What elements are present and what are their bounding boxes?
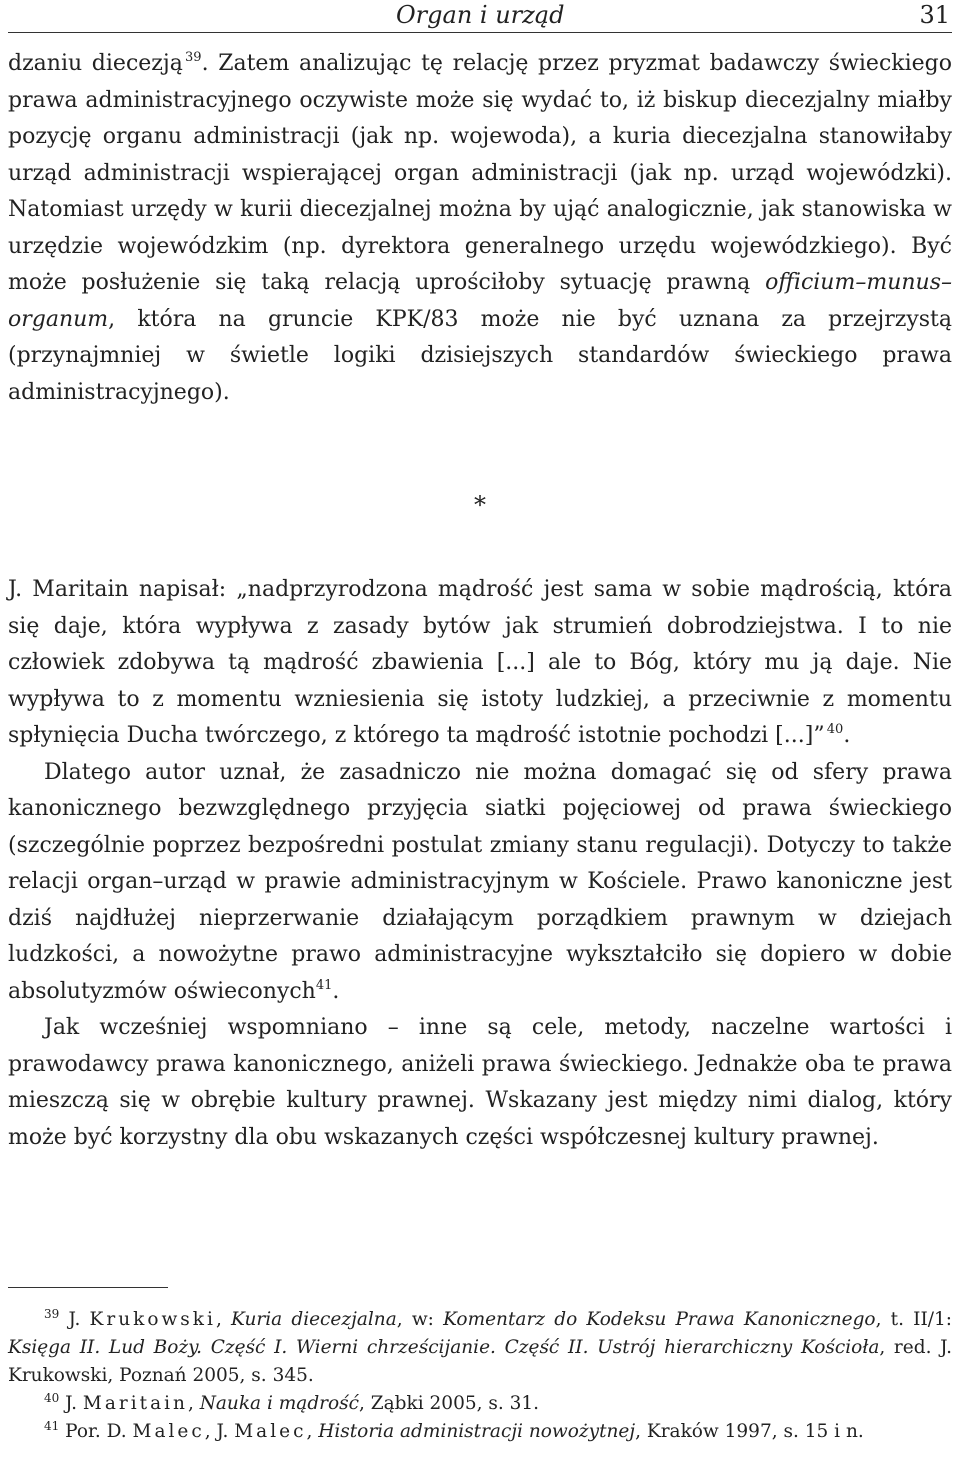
text-run: Dlatego autor uznał, że zasadniczo nie można domagać się od sfery prawa kanonicznego bezwzględnego przyjęcia siatki pojęciowej od prawa świeckiego (szczególnie poprzez bezpośredni postulat zmiany stanu regulacji). Dotyczy to także relacji organ–urząd w prawie administracyjnym w Kościele. Prawo kanoniczne jest dziś najdłużej nieprzerwanie działającym porządkiem prawnym w dziejach ludzkości, a nowożytne prawo administracyjne wykształciło się dopiero w dobie absolutyzmów oświeconych — [8, 759, 952, 1004]
text-run: , Ząbki 2005, s. 31. — [359, 1393, 540, 1414]
text-run: , J. — [204, 1421, 235, 1442]
page-number: 31 — [919, 1, 950, 29]
text-run: , red. J. Krukowski, Poznań 2005, s. 345. — [8, 1337, 952, 1386]
running-head — [8, 0, 952, 33]
paragraph — [8, 755, 952, 1011]
paragraph: Jak wcześniej wspomniano – inne są cele, metody, naczelne wartości i prawodawcy prawa kanonicznego, aniżeli prawa świeckiego. Jednakże oba te prawa mieszczą się w obrębie kultury prawnej. Wskazany jest między nimi dialog, który może być korzystny dla obu wskazanych części współczesnej kultury prawnej. — [8, 1015, 952, 1150]
text-run: , która na gruncie KPK/83 może nie być uznana za przejrzystą (przynajmniej w świetle logiki dzisiejszych standardów świeckiego prawa administracyjnego). — [8, 306, 952, 405]
footnote-number: 39 — [44, 1307, 60, 1321]
work-title: Nauka i mądrość — [199, 1393, 360, 1414]
text-run: Por. D. — [65, 1421, 133, 1442]
text-run: , — [215, 1309, 232, 1330]
footnote-reference[interactable]: 40 — [826, 722, 844, 737]
footnote-number: 40 — [44, 1391, 60, 1405]
text-run: , Kraków 1997, s. 15 i n. — [635, 1421, 864, 1442]
text-run: . — [332, 978, 340, 1004]
text-run: . — [843, 723, 851, 748]
paragraph — [8, 572, 952, 755]
latin-term: officium–munus–organum — [8, 270, 952, 332]
work-title: Kuria diecezjalna — [231, 1309, 397, 1330]
text-run: J. Maritain napisał: „nadprzyrodzona mądrość jest sama w sobie mądrością, która się daje, która wypływa z zasady bytów jak strumień dobrodziejstwa. I to nie człowiek zdobywa tą mądrość zbawienia [...] ale to Bóg, który mu ją daje. Nie wypływa to z momentu wzniesienia się istoty ludzkiej, a przeciwnie z momentu spłynięcia Ducha twórczego, z którego ta mądrość istotnie pochodzi [...]” — [8, 577, 952, 748]
running-title: Organ i urząd — [396, 1, 565, 29]
paragraph — [8, 46, 952, 411]
work-title: Księga II. Lud Boży. Część I. Wierni chrześcijanie. Część II. Ustrój hierarchiczny Kościoła — [8, 1337, 880, 1358]
footnote — [8, 1306, 952, 1390]
footnotes — [8, 1306, 952, 1446]
author-name: Malec — [132, 1421, 205, 1442]
text-run: J. — [65, 1393, 83, 1414]
footnote-reference[interactable]: 39 — [185, 50, 202, 65]
footnote-number: 41 — [44, 1419, 60, 1433]
footnote — [8, 1390, 952, 1418]
text-run: . Zatem analizując tę relację przez pryzmat badawczy świeckiego prawa administracyjnego oczywiste może się wydać to, iż biskup diecezjalny miałby pozycję organu administracji (jak np. wojewoda), a kuria diecezjalna stanowiłaby urząd administracji wspierającej organ administracji (jak np. urząd wojewódzki). Natomiast urzędy w kurii diecezjalnej można by ująć analogicznie, jak stanowiska w urzędzie wojewódzkim (np. dyrektora generalnego urzędu wojewódzkiego). Być może posłużenie się taką relacją uprościłoby sytuację prawną — [8, 51, 952, 295]
text-run: , t. II/1: — [875, 1309, 953, 1330]
author-name: Malec — [234, 1421, 307, 1442]
footnote-divider — [8, 1287, 168, 1288]
footnote-reference[interactable]: 41 — [315, 977, 333, 993]
section-separator: * — [474, 491, 486, 519]
author-name: Maritain — [82, 1393, 188, 1414]
work-title: Historia administracji nowożytnej — [318, 1421, 636, 1442]
author-name: Krukowski — [89, 1309, 216, 1330]
text-run: , — [187, 1393, 200, 1414]
text-run: dzaniu diecezją — [8, 51, 183, 76]
work-title: Komentarz do Kodeksu Prawa Kanonicznego — [443, 1309, 876, 1330]
text-run: J. — [68, 1309, 90, 1330]
section-two-text — [8, 572, 952, 1156]
text-run: , — [306, 1421, 319, 1442]
footnote — [8, 1418, 952, 1446]
text-run: , w: — [396, 1309, 444, 1330]
section-one-text — [8, 46, 952, 411]
